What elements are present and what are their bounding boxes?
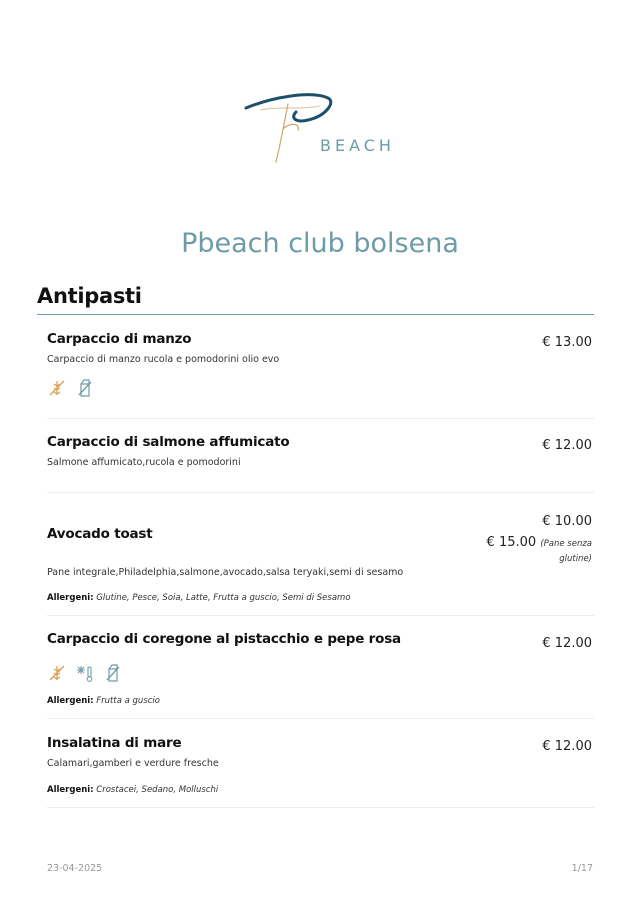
item-separator — [47, 718, 594, 719]
item-price-block — [482, 514, 592, 565]
allergens-label: Allergeni: — [47, 696, 94, 706]
item-description: Pane integrale,Philadelphia,salmone,avocado,salsa teryaki,semi di sesamo — [47, 567, 404, 578]
menu-item — [47, 331, 594, 365]
lactose-free-icon — [75, 378, 95, 398]
gluten-free-icon — [47, 378, 67, 398]
allergens-list: Glutine, Pesce, Soia, Latte, Frutta a guscio, Semi di Sesamo — [96, 593, 351, 603]
item-price: € 12.00 — [542, 636, 592, 651]
item-separator — [47, 418, 594, 419]
item-description: Calamari,gamberi e verdure fresche — [47, 758, 219, 769]
allergens-list: Frutta a guscio — [96, 696, 160, 706]
section-divider — [37, 314, 594, 315]
page-number: 1/17 — [571, 863, 593, 874]
item-name: Carpaccio di manzo — [47, 331, 192, 347]
item-price: € 13.00 — [542, 335, 592, 350]
footer-date: 23-04-2025 — [47, 863, 103, 874]
item-separator — [47, 615, 594, 616]
page-title: Pbeach club bolsena — [181, 228, 459, 259]
section-title: Antipasti — [37, 284, 142, 308]
brand-logo — [240, 88, 400, 168]
item-icons — [47, 663, 123, 683]
allergens-list: Crostacei, Sedano, Molluschi — [96, 785, 219, 795]
item-price: € 10.00 — [542, 514, 592, 529]
item-allergens — [47, 593, 594, 603]
allergens-label: Allergeni: — [47, 593, 94, 603]
item-name: Avocado toast — [47, 526, 153, 542]
item-description: Salmone affumicato,rucola e pomodorini — [47, 457, 241, 468]
item-allergens — [47, 696, 594, 706]
item-price: € 12.00 — [542, 438, 592, 453]
menu-item — [47, 434, 594, 468]
item-icons — [47, 378, 95, 398]
item-description: Carpaccio di manzo rucola e pomodorini olio evo — [47, 354, 280, 365]
menu-item — [47, 735, 594, 769]
item-name: Insalatina di mare — [47, 735, 182, 751]
item-price: € 12.00 — [542, 739, 592, 754]
item-price-alt: € 15.00 — [486, 535, 537, 550]
gluten-free-icon — [47, 663, 67, 683]
menu-item — [47, 631, 594, 651]
item-price-alt-note: (Pane senza glutine) — [540, 539, 592, 564]
item-allergens — [47, 785, 594, 795]
frozen-icon — [75, 663, 95, 683]
lactose-free-icon — [103, 663, 123, 683]
item-separator — [47, 807, 594, 808]
allergens-label: Allergeni: — [47, 785, 94, 795]
item-separator — [47, 492, 594, 493]
item-price-alt-row — [482, 535, 592, 565]
item-name: Carpaccio di coregone al pistacchio e pepe rosa — [47, 631, 401, 647]
logo-wordmark: BEACH — [320, 136, 395, 155]
item-name: Carpaccio di salmone affumicato — [47, 434, 290, 450]
